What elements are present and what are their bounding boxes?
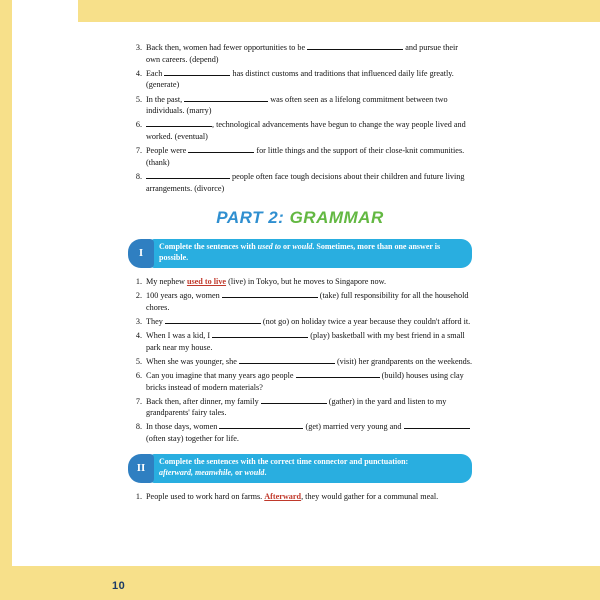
item-text-pre: When I was a kid, I — [146, 330, 213, 340]
filled-answer[interactable]: used to live — [186, 276, 227, 286]
item-number: 8. — [135, 422, 142, 432]
item-text-pre: Back then, after dinner, my family — [146, 396, 261, 406]
list-item — [128, 290, 472, 313]
answer-blank[interactable] — [307, 42, 403, 50]
section-spacer — [128, 447, 472, 454]
item-number: 6. — [135, 120, 142, 130]
instruction-connectors: afterward, meanwhile, — [159, 468, 234, 478]
item-text-post: (take) full responsibility for all the household chores. — [146, 291, 469, 312]
item-text-pre: Back then, women had fewer opportunities to be — [146, 43, 308, 52]
item-text-pre: Each — [146, 68, 165, 78]
item-number: 1. — [135, 276, 142, 286]
item-text-pre: People were — [146, 146, 189, 156]
item-number: 7. — [135, 396, 142, 406]
item-number: 1. — [135, 491, 142, 501]
item-text-post: was often seen as a lifelong commitment between two individuals. (marry) — [146, 94, 448, 116]
answer-blank[interactable] — [222, 290, 318, 298]
page-number: 10 — [112, 580, 126, 592]
exercise2-badge: II — [128, 454, 154, 483]
instruction-part-a: Complete the sentences with — [159, 242, 258, 252]
list-item — [128, 316, 472, 328]
item-text-post: (build) houses using clay bricks instead of modern materials? — [146, 370, 464, 392]
item-text-post: (visit) her grandparents on the weekends. — [334, 356, 473, 366]
top-yellow-band — [78, 0, 600, 22]
instruction-emphasis-1: used to — [257, 242, 281, 252]
list-item — [128, 396, 472, 419]
answer-blank[interactable] — [146, 171, 230, 179]
list-item — [128, 356, 472, 368]
instruction-part-b: or — [281, 242, 293, 252]
item-text-post: , technological advancements have begun to change the way people lived and worked. (eventual) — [146, 120, 466, 141]
exercise1-question-list — [128, 276, 472, 445]
list-item — [128, 42, 472, 65]
left-yellow-stripe — [0, 0, 12, 600]
instruction-part-c: . Sometimes, more than one answer is possible. — [159, 242, 441, 263]
exercise2-instruction-bar — [128, 454, 472, 483]
list-item — [128, 145, 472, 168]
item-text-pre: In those days, women — [146, 422, 220, 432]
instruction-emphasis-2: would — [292, 242, 313, 252]
list-item — [128, 94, 472, 117]
item-text-pre: Can you imagine that many years ago people — [146, 370, 296, 380]
list-item — [128, 491, 472, 503]
instruction-connector-last: would — [244, 468, 265, 478]
left-white-margin — [12, 0, 78, 600]
part1-question-list — [128, 42, 472, 194]
item-text-post: (live) in Tokyo, but he moves to Singapore now. — [226, 276, 387, 286]
list-item — [128, 370, 472, 393]
instruction-period: . — [264, 468, 267, 478]
worksheet-content — [128, 42, 472, 505]
item-text-post: (get) married very young and — [303, 422, 404, 432]
filled-answer[interactable]: Afterward — [264, 491, 302, 501]
item-text-pre: People used to work hard on farms. — [146, 491, 265, 501]
item-number: 5. — [135, 356, 142, 366]
list-item — [128, 171, 472, 194]
answer-blank[interactable] — [219, 421, 303, 429]
item-number: 6. — [135, 370, 142, 380]
item-number: 4. — [135, 330, 142, 340]
item-text-post: people often face tough decisions about their children and future living arrangements. (divorce) — [146, 171, 465, 193]
item-text-post2: (often stay) together for life. — [146, 434, 239, 444]
item-number: 5. — [135, 94, 142, 104]
list-item — [128, 68, 472, 91]
item-text-pre: My nephew — [146, 276, 187, 286]
item-text-pre: In the past, — [146, 94, 185, 104]
part2-topic: GRAMMAR — [289, 208, 384, 228]
item-number: 8. — [135, 171, 142, 181]
item-text-post: , they would gather for a communal meal. — [301, 491, 439, 501]
part2-heading — [128, 206, 472, 230]
list-item — [128, 276, 472, 288]
item-number: 4. — [135, 68, 142, 78]
list-item — [128, 119, 472, 142]
item-text-pre: They — [146, 316, 165, 326]
item-text-post: (play) basketball with my best friend in a small park near my house. — [146, 330, 465, 352]
answer-blank[interactable] — [188, 145, 254, 153]
answer-blank[interactable] — [212, 330, 308, 338]
exercise1-instruction-text — [151, 239, 472, 268]
answer-blank[interactable] — [261, 396, 327, 404]
exercise1-instruction-bar — [128, 239, 472, 268]
item-number: 2. — [135, 291, 142, 301]
exercise2-question-list — [128, 491, 472, 503]
answer-blank[interactable] — [146, 119, 212, 127]
item-text-post: (gather) in the yard and listen to my grandparents' fairy tales. — [146, 396, 447, 418]
item-text-post: and pursue their own careers. (depend) — [146, 43, 459, 64]
item-text-post: for little things and the support of their close-knit communities. (thank) — [146, 146, 465, 167]
exercise1-badge: I — [128, 239, 154, 268]
list-item — [128, 421, 472, 444]
list-item — [128, 330, 472, 353]
answer-blank[interactable] — [404, 421, 470, 429]
item-number: 7. — [135, 146, 142, 156]
item-text-post: (not go) on holiday twice a year because they couldn't afford it. — [260, 316, 471, 326]
item-text-pre: 100 years ago, women — [146, 291, 222, 301]
answer-blank[interactable] — [239, 356, 335, 364]
answer-blank[interactable] — [184, 94, 268, 102]
instruction-or: or — [233, 468, 245, 478]
item-number: 3. — [135, 316, 142, 326]
item-text-pre: When she was younger, she — [146, 356, 239, 366]
bottom-yellow-band — [0, 566, 600, 600]
item-text-post: has distinct customs and traditions that influenced daily life greatly. (generate) — [146, 68, 454, 90]
item-number: 3. — [135, 43, 142, 52]
part2-label: PART 2: — [216, 208, 285, 228]
answer-blank[interactable] — [164, 68, 230, 76]
instruction-line1: Complete the sentences with the correct time connector and punctuation: — [159, 457, 409, 467]
answer-blank[interactable] — [165, 316, 261, 324]
exercise2-instruction-text — [151, 454, 472, 483]
answer-blank[interactable] — [296, 370, 380, 378]
